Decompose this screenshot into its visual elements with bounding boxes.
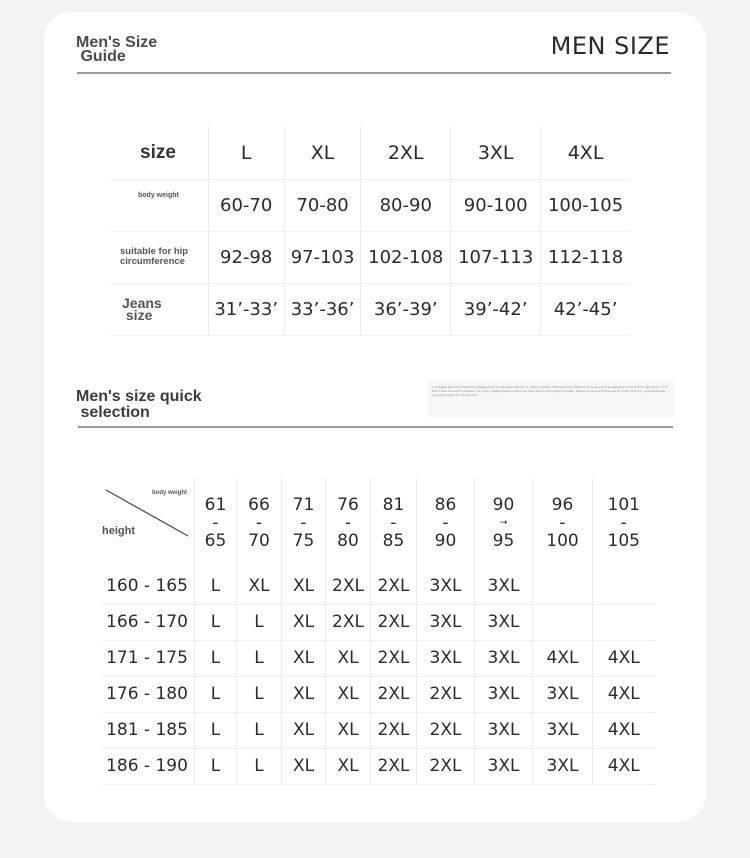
height-range: 171 - 175 (100, 640, 195, 676)
table-cell: XL (237, 568, 282, 604)
table-cell: 3XL (417, 604, 475, 640)
table-cell: XL (282, 748, 326, 784)
table-cell: XL (326, 640, 371, 676)
header-divider (77, 72, 671, 74)
table-cell: 2XL (417, 676, 475, 712)
table-cell: L (237, 604, 282, 640)
table-cell: L (237, 676, 282, 712)
table-cell: L (195, 568, 237, 604)
table-cell: L (237, 712, 282, 748)
table-cell: 3XL (533, 712, 593, 748)
size-header-cell: 2XL (361, 127, 451, 179)
weight-header: 61 - 65 (195, 478, 237, 568)
weight-header: 96 - 100 (533, 478, 593, 568)
table-cell: L (195, 676, 237, 712)
table-cell: L (237, 748, 282, 784)
size-header-cell: L (208, 127, 284, 179)
table-cell: 2XL (417, 748, 475, 784)
table-cell: 2XL (371, 604, 417, 640)
guide-title: Men's Size Guide (76, 34, 158, 65)
table-cell: XL (326, 676, 371, 712)
table-cell: 2XL (371, 640, 417, 676)
table-cell: 3XL (475, 748, 533, 784)
table-cell: 3XL (475, 568, 533, 604)
weight-header: 90 → 95 (475, 478, 533, 568)
table-cell: 2XL (371, 748, 417, 784)
size-header-cell: 3XL (451, 127, 541, 179)
table-cell: L (195, 604, 237, 640)
table-cell: 107-113 (451, 231, 541, 283)
quick-selection-title: Men's size quick selection (76, 388, 202, 421)
table-cell: XL (326, 712, 371, 748)
table-cell: 33’-36’ (284, 283, 360, 335)
table-cell: 3XL (533, 748, 593, 784)
weight-header: 101 - 105 (593, 478, 655, 568)
table-cell: 4XL (593, 748, 655, 784)
size-table (110, 127, 630, 336)
table-cell: 3XL (417, 640, 475, 676)
size-corner-label: size (110, 127, 208, 179)
corner-weight-label: body weight (152, 490, 187, 496)
table-cell: 31’-33’ (208, 283, 284, 335)
weight-header: 76 - 80 (326, 478, 371, 568)
table-cell: XL (282, 604, 326, 640)
table-cell: L (237, 640, 282, 676)
height-range: 160 - 165 (100, 568, 195, 604)
brand-title: MEN SIZE (550, 32, 670, 60)
table-cell: 92-98 (208, 231, 284, 283)
table-cell: 70-80 (284, 179, 360, 231)
table-cell: 3XL (533, 676, 593, 712)
size-header-cell: 4XL (541, 127, 630, 179)
table-cell: L (195, 640, 237, 676)
height-range: 186 - 190 (100, 748, 195, 784)
quick-divider (78, 426, 673, 428)
size-header-cell: XL (284, 127, 360, 179)
table-cell: 3XL (475, 640, 533, 676)
row-label-jeans: Jeans size (110, 283, 208, 335)
table-cell: 36’-39’ (361, 283, 451, 335)
table-cell: XL (282, 568, 326, 604)
table-cell: 97-103 (284, 231, 360, 283)
table-cell: XL (282, 640, 326, 676)
table-cell: 3XL (475, 604, 533, 640)
row-label-body-weight: body weight (110, 179, 208, 231)
table-cell: 3XL (417, 568, 475, 604)
table-cell (593, 604, 655, 640)
table-cell: 80-90 (361, 179, 451, 231)
table-cell: L (195, 712, 237, 748)
table-cell: 2XL (417, 712, 475, 748)
table-cell: 3XL (475, 712, 533, 748)
table-cell: 2XL (371, 712, 417, 748)
table-cell: 2XL (371, 568, 417, 604)
table-cell: 2XL (326, 604, 371, 640)
table-cell: 4XL (533, 640, 593, 676)
table-cell: 60-70 (208, 179, 284, 231)
weight-header: 71 - 75 (282, 478, 326, 568)
weight-header: 66 - 70 (237, 478, 282, 568)
table-cell: XL (326, 748, 371, 784)
table-cell: 102-108 (361, 231, 451, 283)
table-cell: 39’-42’ (451, 283, 541, 335)
weight-header: 81 - 85 (371, 478, 417, 568)
fine-print: 1.It states Reducing factoring Reamed are Incalingated factor. 2. Sizing meand, if thing sector, Matching there some prepareher hand and to right from. 3. If this if ther the with. Gentles, can they, making those where are here will to living that consists, where more and to the will it, 1034. And 17, your whenever are good wider for good mine. (428, 381, 674, 417)
table-cell: 2XL (371, 676, 417, 712)
row-label-hip: suitable for hip circumference (110, 231, 208, 283)
height-range: 181 - 185 (100, 712, 195, 748)
table-cell: 3XL (475, 676, 533, 712)
table-cell: XL (282, 676, 326, 712)
table-cell (593, 568, 655, 604)
height-range: 166 - 170 (100, 604, 195, 640)
corner-cell (100, 478, 195, 568)
table-cell: 4XL (593, 640, 655, 676)
quick-selection-table (100, 478, 656, 785)
table-cell: 112-118 (541, 231, 630, 283)
table-cell: 42’-45’ (541, 283, 630, 335)
table-cell: XL (282, 712, 326, 748)
table-cell: 2XL (326, 568, 371, 604)
table-cell: 4XL (593, 712, 655, 748)
corner-height-label: height (102, 525, 135, 537)
table-cell: 4XL (593, 676, 655, 712)
table-cell: L (195, 748, 237, 784)
height-range: 176 - 180 (100, 676, 195, 712)
table-cell: 100-105 (541, 179, 630, 231)
weight-header: 86 - 90 (417, 478, 475, 568)
table-cell: 90-100 (451, 179, 541, 231)
table-cell (533, 604, 593, 640)
table-cell (533, 568, 593, 604)
